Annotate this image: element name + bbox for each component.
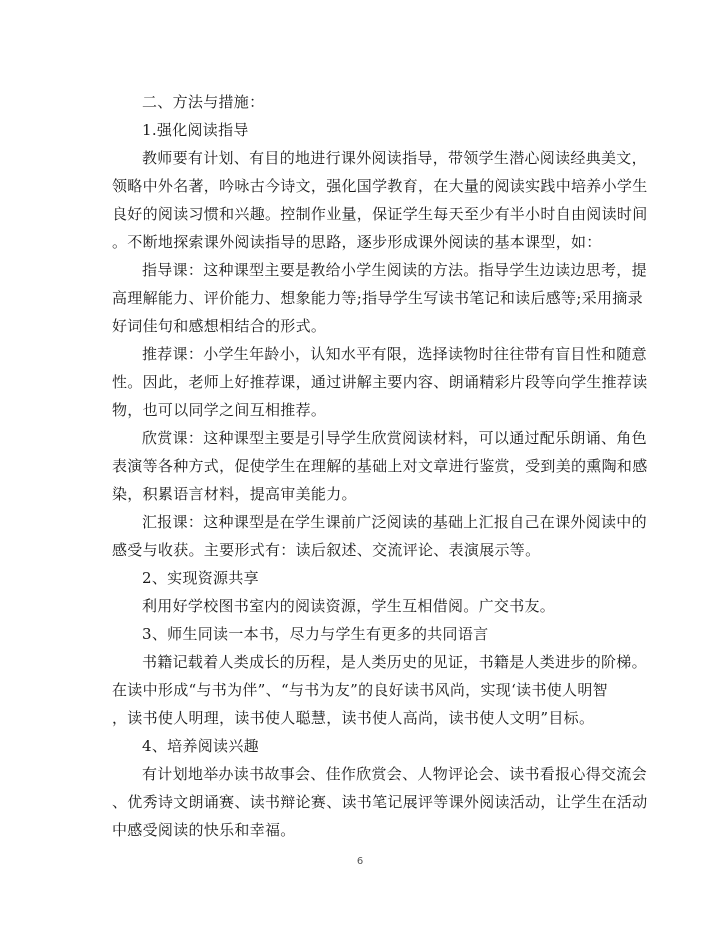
heading-text: 1.强化阅读指导 — [142, 121, 249, 139]
section-heading — [112, 732, 612, 760]
heading-text: 2、实现资源共享 — [142, 569, 259, 587]
paragraph-line: 良好的阅读习惯和兴趣。控制作业量，保证学生每天至少有半小时自由阅读时间 — [112, 205, 648, 223]
paragraph — [112, 648, 647, 732]
heading-text: 3、师生同读一本书，尽力与学生有更多的共同语言 — [142, 625, 489, 643]
paragraph-line: 表演等各种方式，促使学生在理解的基础上对文章进行鉴赏，受到美的熏陶和感 — [112, 457, 648, 475]
document-body — [112, 88, 648, 844]
paragraph-line: 利用好学校图书室内的阅读资源，学生互相借阅。广交书友。 — [142, 597, 556, 615]
paragraph-line: 书籍记载着人类成长的历程，是人类历史的见证，书籍是人类进步的阶梯。 — [142, 653, 647, 671]
paragraph-line: 。不断地探索课外阅读指导的思路，逐步形成课外阅读的基本课型，如： — [112, 233, 602, 251]
paragraph-line: 物，也可以同学之间互相推荐。 — [112, 401, 327, 419]
paragraph-line: 有计划地举办读书故事会、佳作欣赏会、人物评论会、读书看报心得交流会 — [142, 765, 647, 783]
paragraph — [112, 144, 648, 256]
section-heading — [112, 564, 612, 592]
paragraph-line: 欣赏课：这种课型主要是引导学生欣赏阅读材料，可以通过配乐朗诵、角色 — [142, 429, 647, 447]
paragraph-line: ，读书使人明理，读书使人聪慧，读书使人高尚，读书使人文明”目标。 — [112, 709, 595, 727]
paragraph-line: 感受与收获。主要形式有：读后叙述、交流评论、表演展示等。 — [112, 541, 541, 559]
page-number: 6 — [356, 856, 364, 867]
paragraph-line: 推荐课：小学生年龄小，认知水平有限，选择读物时往往带有盲目性和随意 — [142, 345, 647, 363]
paragraph-line: 好词佳句和感想相结合的形式。 — [112, 317, 327, 335]
section-heading — [112, 88, 612, 116]
heading-text: 4、培养阅读兴趣 — [142, 737, 259, 755]
paragraph-line: 在读中形成“与书为伴”、“与书为友”的良好读书风尚，实现‘读书使人明智 — [112, 681, 608, 699]
section-heading — [112, 620, 612, 648]
paragraph-line: 教师要有计划、有目的地进行课外阅读指导，带领学生潜心阅读经典美文， — [142, 149, 647, 167]
paragraph — [112, 340, 648, 424]
paragraph-line: 中感受阅读的快乐和幸福。 — [112, 821, 296, 839]
paragraph-line: 领略中外名著，吟咏古今诗文，强化国学教育，在大量的阅读实践中培养小学生 — [112, 177, 648, 195]
paragraph-line: 指导课：这种课型主要是教给小学生阅读的方法。指导学生边读边思考，提 — [142, 261, 647, 279]
paragraph-line: 染，积累语言材料，提高审美能力。 — [112, 485, 357, 503]
paragraph-line: 汇报课：这种课型是在学生课前广泛阅读的基础上汇报自己在课外阅读中的 — [142, 513, 647, 531]
heading-text: 二、方法与措施： — [142, 93, 265, 111]
paragraph — [112, 508, 647, 564]
paragraph — [112, 256, 647, 340]
section-heading — [112, 116, 612, 144]
paragraph-line: 性。因此，老师上好推荐课，通过讲解主要内容、朗诵精彩片段等向学生推荐读 — [112, 373, 648, 391]
paragraph-line: 高理解能力、评价能力、想象能力等;指导学生写读书笔记和读后感等;采用摘录 — [112, 289, 643, 307]
paragraph — [112, 760, 648, 844]
paragraph — [112, 424, 648, 508]
paragraph — [112, 592, 612, 620]
paragraph-line: 、优秀诗文朗诵赛、读书辩论赛、读书笔记展评等课外阅读活动，让学生在活动 — [112, 793, 648, 811]
